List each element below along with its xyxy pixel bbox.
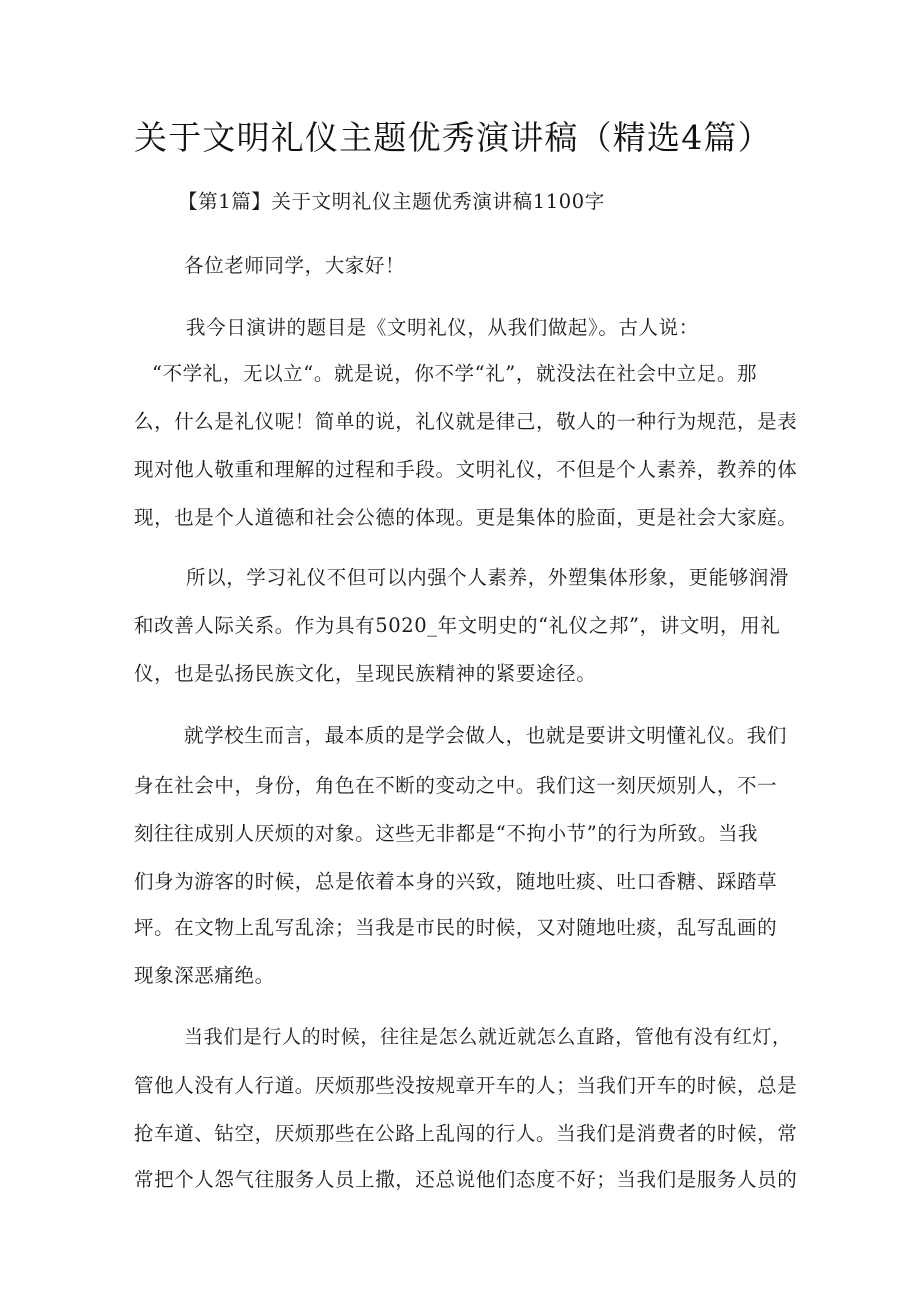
paragraph-line: 们身为游客的时候，总是依着本身的兴致，随地吐痰、吐口香糖、踩踏草 [134,870,778,893]
section-heading: 【第1篇】关于文明礼仪主题优秀演讲稿1100字 [178,190,605,213]
paragraph-line: 所以，学习礼仪不但可以内强个人素养，外塑集体形象，更能够润滑 [186,566,790,589]
paragraph-line: 抢车道、钻空，厌烦那些在公路上乱闯的行人。当我们是消费者的时候，常 [134,1122,798,1145]
paragraph-line: 常把个人怨气往服务人员上撒，还总说他们态度不好；当我们是服务人员的 [134,1168,798,1191]
paragraph-line: 我今日演讲的题目是《文明礼仪，从我们做起》。古人说： [186,316,699,339]
paragraph-line: 身在社会中，身份，角色在不断的变动之中。我们这一刻厌烦别人，不一 [134,774,778,797]
paragraph-line: “不学礼，无以立“。就是说，你不学“礼”，就没法在社会中立足。那 [152,362,758,385]
paragraph-line: 和改善人际关系。作为具有5020_年文明史的“礼仪之邦”，讲文明，用礼 [134,614,781,637]
document-title: 关于文明礼仪主题优秀演讲稿（精选4篇） [134,118,772,157]
paragraph-line: 仪，也是弘扬民族文化，呈现民族精神的紧要途径。 [134,662,597,685]
paragraph-line: 现，也是个人道德和社会公德的体现。更是集体的脸面，更是社会大家庭。 [134,506,798,529]
paragraph-line: 就学校生而言，最本质的是学会做人，也就是要讲文明懂礼仪。我们 [184,724,788,747]
paragraph-line: 当我们是行人的时候，往往是怎么就近就怎么直路，管他有没有红灯， [184,1026,792,1048]
paragraph-line: 么，什么是礼仪呢！简单的说，礼仪就是律己，敬人的一种行为规范，是表 [134,410,798,433]
paragraph-line: 坪。在文物上乱写乱涂；当我是市民的时候，又对随地吐痰，乱写乱画的 [134,916,778,939]
paragraph-line: 刻往往成别人厌烦的对象。这些无非都是“不拘小节”的行为所致。当我 [134,822,759,845]
paragraph-line: 管他人没有人行道。厌烦那些没按规章开车的人；当我们开车的时候，总是 [134,1074,798,1097]
greeting-line: 各位老师同学，大家好！ [184,254,406,277]
paragraph-line: 现对他人敬重和理解的过程和手段。文明礼仪，不但是个人素养，教养的体 [134,458,798,481]
paragraph-line: 现象深恶痛绝。 [134,964,275,987]
